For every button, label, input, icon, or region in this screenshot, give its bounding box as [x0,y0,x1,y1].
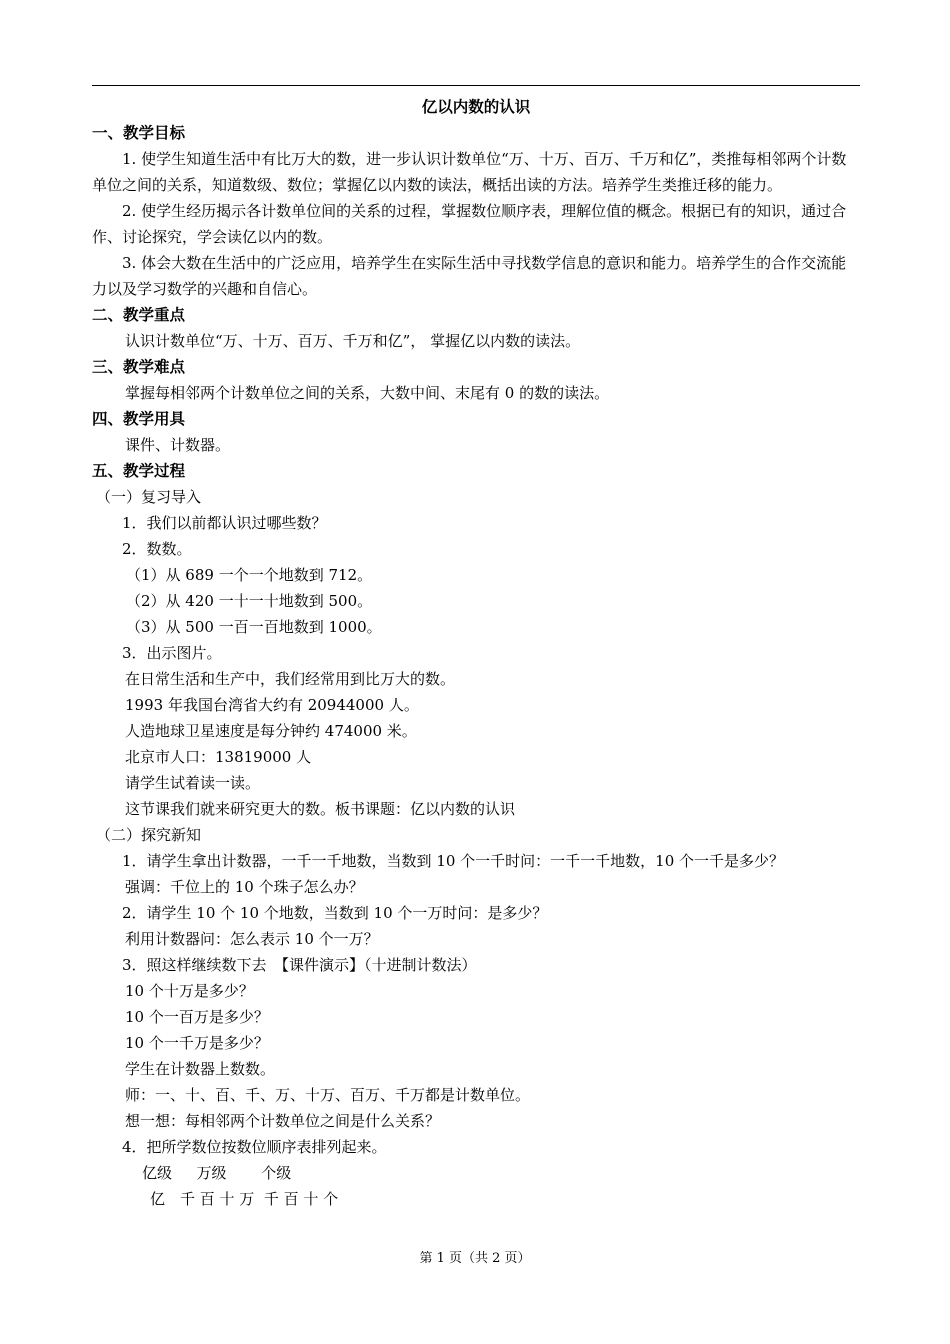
part2-line: 强调：千位上的 10 个珠子怎么办？ [125,878,364,896]
key-points-text: 认识计数单位“万、十万、百万、千万和亿”， 掌握亿以内数的读法。 [125,332,581,350]
part1-line: 1993 年我国台湾省大约有 20944000 人。 [125,696,419,714]
part2-line: 学生在计数器上数数。 [125,1060,276,1078]
section-heading-difficulties: 三、教学难点 [92,358,186,376]
part1-heading: （一）复习导入 [96,488,202,506]
section-heading-process: 五、教学过程 [92,462,186,480]
part1-line: （3）从 500 一百一百地数到 1000。 [126,618,382,636]
part1-line: 2．数数。 [122,540,192,558]
part1-line: （1）从 689 一个一个地数到 712。 [126,566,373,584]
part1-line: 3．出示图片。 [122,644,222,662]
section-heading-objectives: 一、教学目标 [92,124,186,142]
place-value-levels: 亿级 万级 个级 [142,1164,292,1182]
part2-line: 利用计数器问：怎么表示 10 个一万？ [125,930,379,948]
section-heading-key-points: 二、教学重点 [92,306,186,324]
page-footer: 第 1 页（共 2 页） [419,1251,531,1266]
part2-line: 师：一、十、百、千、万、十万、百万、千万都是计数单位。 [125,1086,531,1104]
difficulties-text: 掌握每相邻两个计数单位之间的关系，大数中间、末尾有 0 的数的读法。 [125,384,610,402]
part2-line: 4．把所学数位按数位顺序表排列起来。 [122,1138,387,1156]
tools-text: 课件、计数器。 [125,436,231,454]
header-rule [92,85,860,86]
part1-line: 北京市人口：13819000 人 [125,748,312,766]
objective-paragraph-3: 3. 体会大数在生活中的广泛应用，培养学生在实际生活中寻找数学信息的意识和能力。培养学生的合作交流能力以及学习数学的兴趣和自信心。 [92,254,847,298]
section-heading-tools: 四、教学用具 [92,410,186,428]
part1-line: 人造地球卫星速度是每分钟约 474000 米。 [125,722,417,740]
part2-line: 10 个十万是多少？ [125,982,254,1000]
part2-heading: （二）探究新知 [96,826,202,844]
part1-line: 在日常生活和生产中，我们经常用到比万大的数。 [125,670,456,688]
place-value-digits: 亿 千 百 十 万 千 百 十 个 [150,1190,339,1208]
objective-paragraph-1: 1. 使学生知道生活中有比万大的数，进一步认识计数单位“万、十万、百万、千万和亿”，类推每相邻两个计数单位之间的关系，知道数级、数位；掌握亿以内数的读法，概括出读的方法。培养学生类推迁移的能力。 [92,150,847,194]
part2-line: 想一想：每相邻两个计数单位之间是什么关系？ [125,1112,441,1130]
part1-line: 1．我们以前都认识过哪些数？ [122,514,327,532]
part2-line: 3．照这样继续数下去 【课件演示】（十进制计数法） [122,956,477,974]
part1-line: 请学生试着读一读。 [125,774,261,792]
part2-line: 10 个一千万是多少？ [125,1034,269,1052]
part2-line: 10 个一百万是多少？ [125,1008,269,1026]
document-title: 亿以内数的认识 [421,97,531,116]
part2-line: 2．请学生 10 个 10 个地数，当数到 10 个一万时问：是多少？ [122,904,548,922]
document-body [92,94,860,1212]
part1-line: 这节课我们就来研究更大的数。板书课题：亿以内数的认识 [125,800,516,818]
objective-paragraph-2: 2. 使学生经历揭示各计数单位间的关系的过程，掌握数位顺序表，理解位值的概念。根据已有的知识，通过合作、讨论探究，学会读亿以内的数。 [92,202,847,246]
part2-line: 1．请学生拿出计数器，一千一千地数，当数到 10 个一千时问：一千一千地数，10 个一千是多少？ [122,852,785,870]
part1-line: （2）从 420 一十一十地数到 500。 [126,592,373,610]
